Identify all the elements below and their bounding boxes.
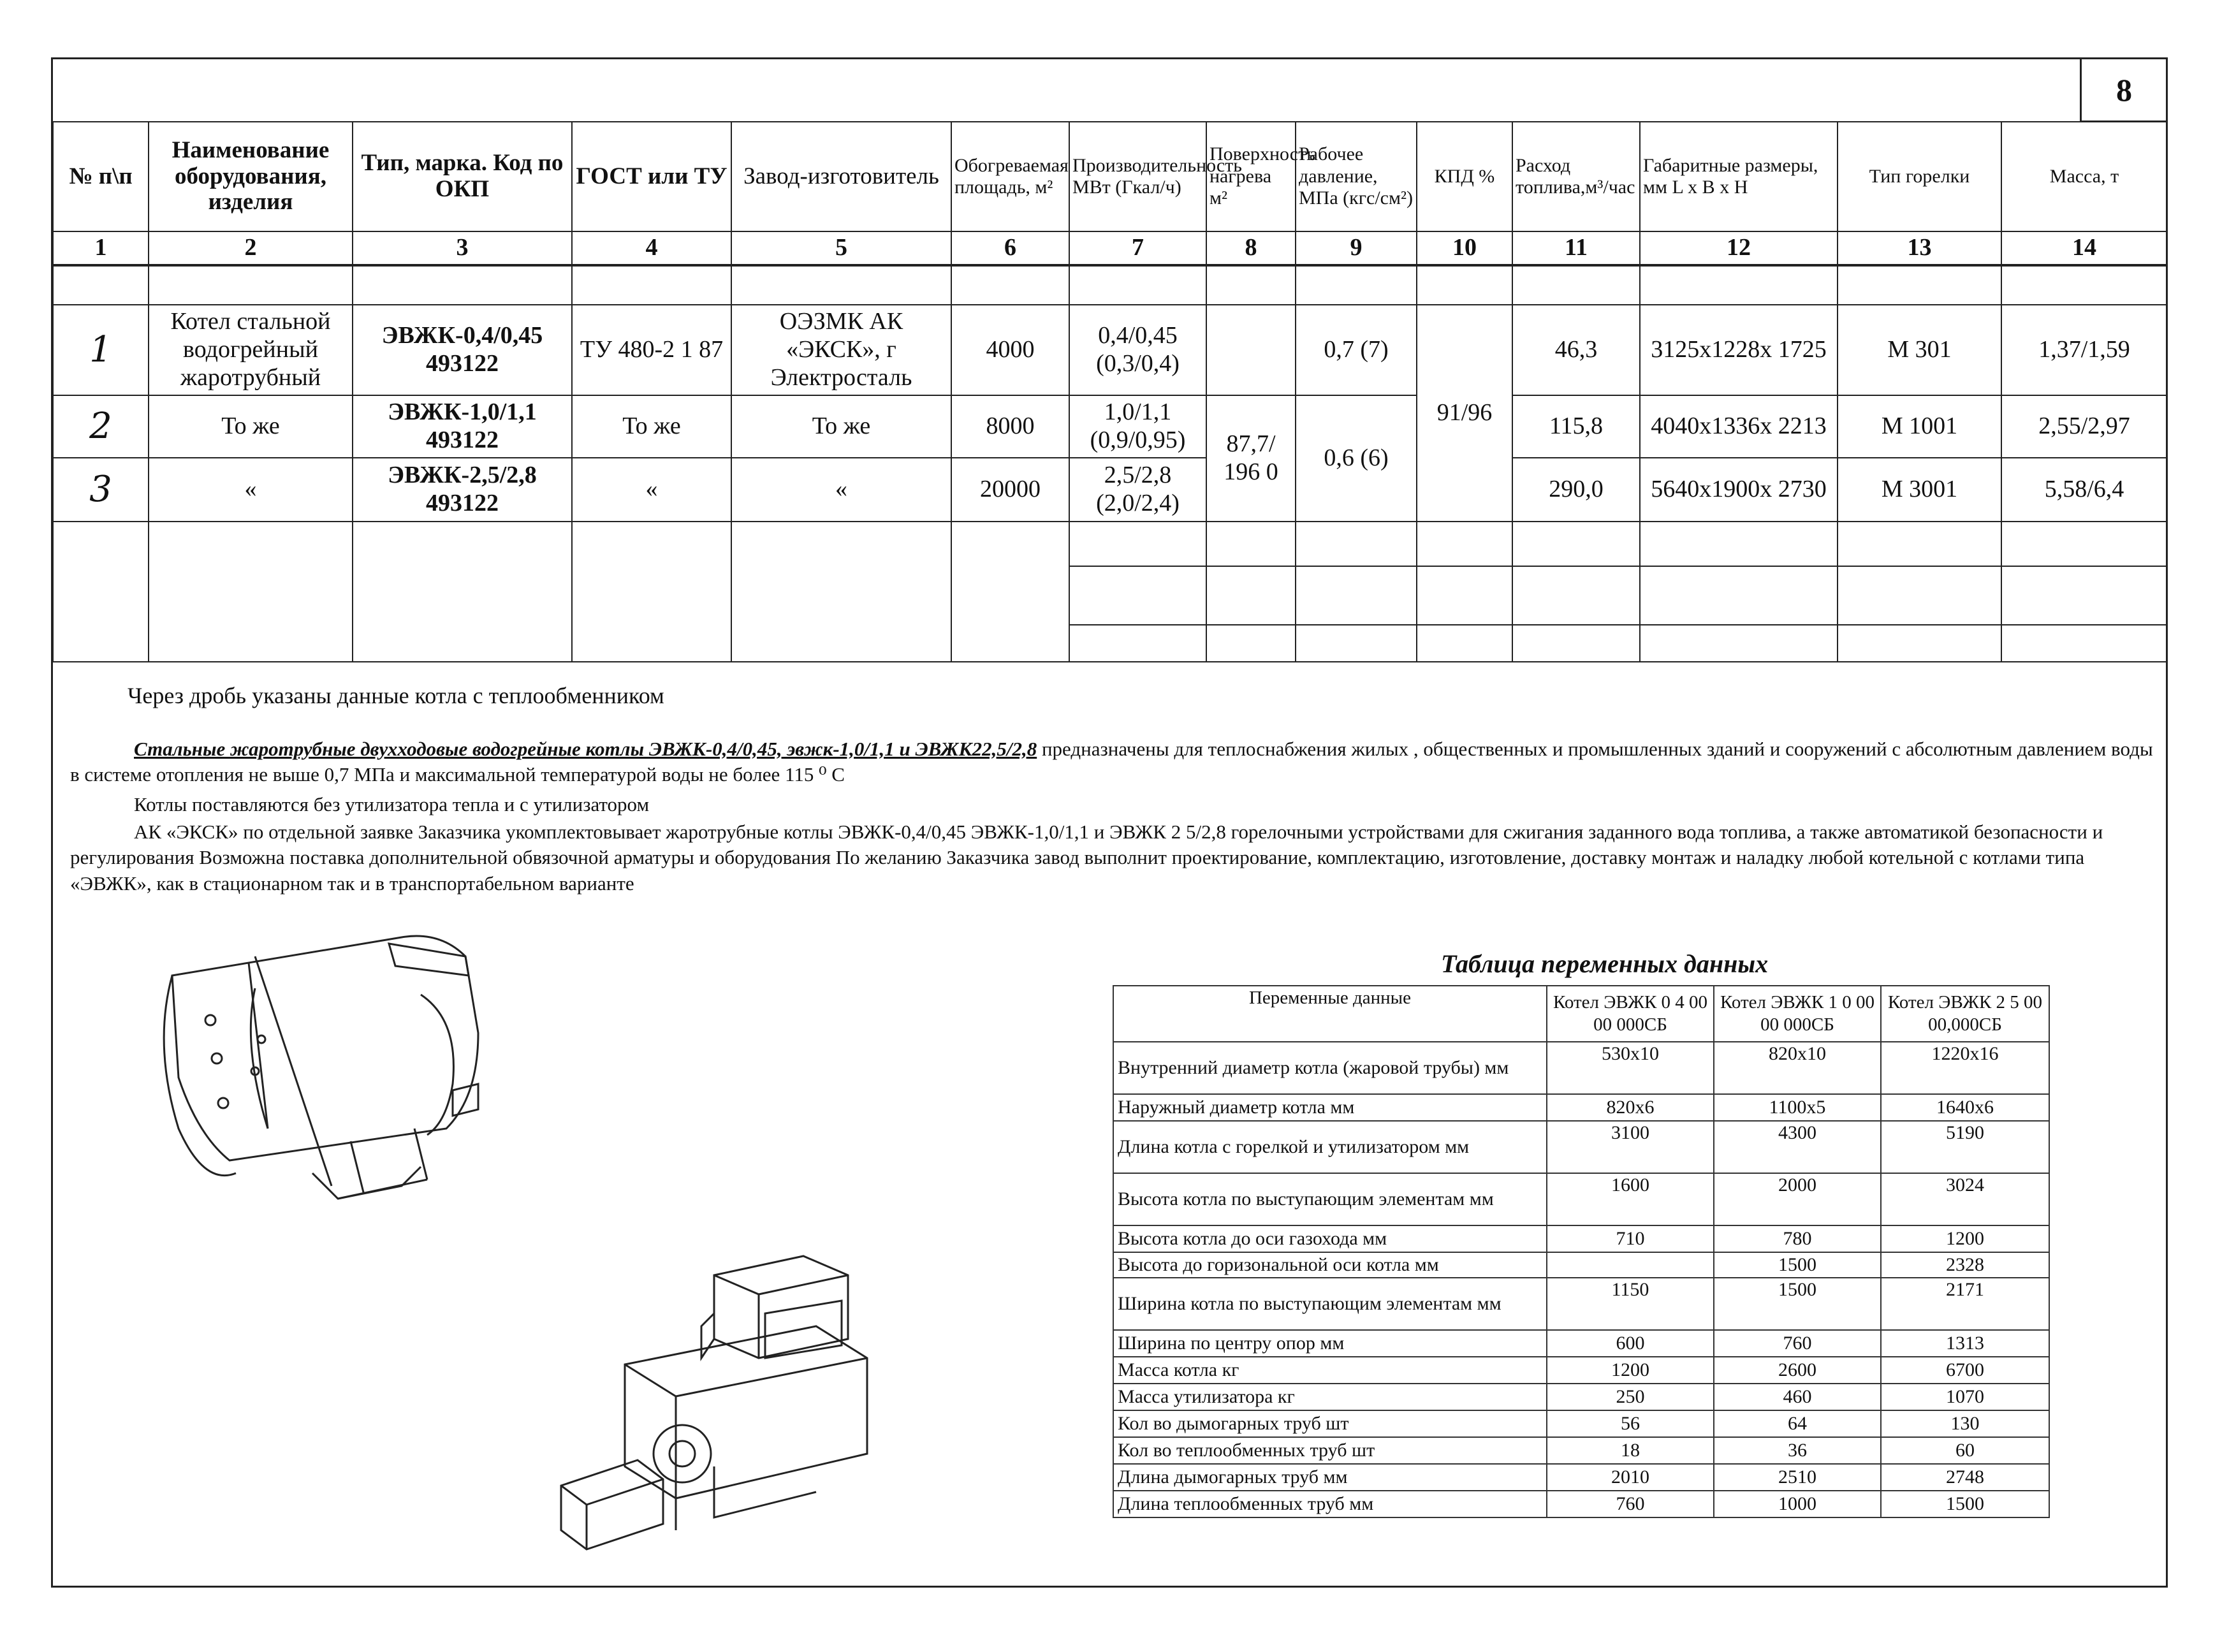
- table-row: [1113, 1330, 2049, 1357]
- variable-value: 1500: [1881, 1491, 2049, 1517]
- variable-value: 3024: [1881, 1173, 2049, 1225]
- row-plant: То же: [731, 395, 951, 458]
- description-paragraph: [70, 736, 2161, 788]
- variable-value: 1200: [1881, 1225, 2049, 1252]
- col-index: 6: [951, 231, 1069, 265]
- table-row: [1113, 1173, 2049, 1225]
- variable-value: [1547, 1252, 1714, 1278]
- variable-value: 1150: [1547, 1278, 1714, 1330]
- variable-header: Переменные данные: [1113, 986, 1547, 1042]
- variable-value: 2328: [1881, 1252, 2049, 1278]
- row-mass: 5,58/6,4: [2001, 458, 2167, 522]
- col-index: 13: [1838, 231, 2001, 265]
- equipment-table: [52, 121, 2168, 662]
- variable-label: Масса котла кг: [1113, 1357, 1547, 1384]
- table-row: [1113, 1410, 2049, 1437]
- variable-value: 1000: [1714, 1491, 1881, 1517]
- row-plant: ОЭЗМК АК «ЭКСК», г Электросталь: [731, 305, 951, 395]
- variable-label: Кол во теплообменных труб шт: [1113, 1437, 1547, 1464]
- kpd-merged: 91/96: [1417, 305, 1512, 522]
- table-row: [1113, 1437, 2049, 1464]
- col-index: 5: [731, 231, 951, 265]
- col-index: 14: [2001, 231, 2167, 265]
- variable-label: Длина дымогарных труб мм: [1113, 1464, 1547, 1491]
- description-title: Стальные жаротрубные двухходовые водогрейные котлы ЭВЖК-0,4/0,45, эвжк-1,0/1,1 и ЭВЖК22,5/2,8: [134, 738, 1037, 760]
- header-gost: ГОСТ или ТУ: [572, 122, 731, 231]
- variable-value: 1313: [1881, 1330, 2049, 1357]
- variable-value: 460: [1714, 1384, 1881, 1410]
- eksk-paragraph: АК «ЭКСК» по отдельной заявке Заказчика укомплектовывает жаротрубные котлы ЭВЖК-0,4/0,45 ЭВЖК-1,0/1,1 и ЭВЖК 2 5/2,8 горелочными устройствами для сжигания заданного вода топлива, а также автоматикой безопасности и регулирования Возможна поставка дополнительной обвязочной арматуры и оборудования По желанию Заказчика завод выполнит проектирование, комплектацию, изготовление, доставку монтаж и наладку любой котельной с котлами типа «ЭВЖК», как в стационарном так и в транспортабельном варианте: [70, 821, 2103, 895]
- variable-label: Длина теплообменных труб мм: [1113, 1491, 1547, 1517]
- row-fuel: 115,8: [1512, 395, 1640, 458]
- col-index: 10: [1417, 231, 1512, 265]
- variable-label: Высота до горизональной оси котла мм: [1113, 1252, 1547, 1278]
- row-power: 2,5/2,8 (2,0/2,4): [1069, 458, 1206, 522]
- row-type: ЭВЖК-0,4/0,45 493122: [353, 305, 572, 395]
- row-number: 3: [53, 458, 149, 522]
- fraction-note: Через дробь указаны данные котла с теплообменником: [128, 683, 664, 708]
- row-type: ЭВЖК-2,5/2,8 493122: [353, 458, 572, 522]
- row-fuel: 46,3: [1512, 305, 1640, 395]
- row-dims: 3125х1228х 1725: [1640, 305, 1838, 395]
- header-plant: Завод-изготовитель: [731, 122, 951, 231]
- header-kpd: КПД %: [1417, 122, 1512, 231]
- variable-label: Высота котла по выступающим элементам мм: [1113, 1173, 1547, 1225]
- variable-header: Котел ЭВЖК 0 4 00 00 000СБ: [1547, 986, 1714, 1042]
- variable-label: Наружный диаметр котла мм: [1113, 1094, 1547, 1121]
- variable-table-title: Таблица переменных данных: [1441, 949, 1769, 978]
- variable-value: 600: [1547, 1330, 1714, 1357]
- col-index: 9: [1296, 231, 1417, 265]
- row-area: 4000: [951, 305, 1069, 395]
- row-fuel: 290,0: [1512, 458, 1640, 522]
- row-area: 8000: [951, 395, 1069, 458]
- description-text: предназначены для теплоснабжения жилых , общественных и промышленных зданий и сооружений с абсолютным давлением воды в системе отопления не выше 0,7 МПа и максимальной температурой воды не более 115 ⁰ С: [70, 738, 2153, 786]
- supply-paragraph: Котлы поставляются без утилизатора тепла и с утилизатором: [134, 793, 650, 815]
- header-burner: Тип горелки: [1838, 122, 2001, 231]
- header-pressure: Рабочее давление, МПа (кгс/см²): [1296, 122, 1417, 231]
- variable-data-table: [1113, 985, 2050, 1518]
- variable-value: 1600: [1547, 1173, 1714, 1225]
- row-burner: М 3001: [1838, 458, 2001, 522]
- variable-value: 710: [1547, 1225, 1714, 1252]
- table-row: [1113, 1357, 2049, 1384]
- col-index: 11: [1512, 231, 1640, 265]
- row-number: 1: [53, 305, 149, 395]
- col-index: 4: [572, 231, 731, 265]
- variable-value: 56: [1547, 1410, 1714, 1437]
- page-number: 8: [2080, 59, 2167, 122]
- row-burner: М 301: [1838, 305, 2001, 395]
- col-index: 1: [53, 231, 149, 265]
- header-mass: Масса, т: [2001, 122, 2167, 231]
- table-row: [1113, 1094, 2049, 1121]
- variable-value: 760: [1714, 1330, 1881, 1357]
- row-surface: [1206, 305, 1296, 395]
- variable-label: Внутренний диаметр котла (жаровой трубы) мм: [1113, 1042, 1547, 1094]
- variable-value: 1220х16: [1881, 1042, 2049, 1094]
- variable-value: 1100х5: [1714, 1094, 1881, 1121]
- variable-label: Кол во дымогарных труб шт: [1113, 1410, 1547, 1437]
- variable-value: 6700: [1881, 1357, 2049, 1384]
- empty-row: [53, 522, 2167, 566]
- boiler-burner-drawing: [548, 1250, 893, 1549]
- variable-label: Ширина котла по выступающим элементам мм: [1113, 1278, 1547, 1330]
- variable-value: 4300: [1714, 1121, 1881, 1173]
- variable-value: 2748: [1881, 1464, 2049, 1491]
- col-index: 8: [1206, 231, 1296, 265]
- pressure-merged: 0,6 (6): [1296, 395, 1417, 522]
- variable-value: 250: [1547, 1384, 1714, 1410]
- row-name: Котел стальной водогрейный жаротрубный: [149, 305, 353, 395]
- row-plant: «: [731, 458, 951, 522]
- row-mass: 1,37/1,59: [2001, 305, 2167, 395]
- row-mass: 2,55/2,97: [2001, 395, 2167, 458]
- header-surface: Поверхность нагрева м²: [1206, 122, 1296, 231]
- variable-value: 1070: [1881, 1384, 2049, 1410]
- row-name: То же: [149, 395, 353, 458]
- table-row: [53, 305, 2167, 395]
- variable-value: 36: [1714, 1437, 1881, 1464]
- col-index: 3: [353, 231, 572, 265]
- col-index: 7: [1069, 231, 1206, 265]
- variable-value: 1500: [1714, 1252, 1881, 1278]
- variable-label: Ширина по центру опор мм: [1113, 1330, 1547, 1357]
- column-number-row: [53, 231, 2167, 265]
- table-row: [53, 458, 2167, 522]
- row-burner: М 1001: [1838, 395, 2001, 458]
- variable-label: Масса утилизатора кг: [1113, 1384, 1547, 1410]
- table-row: [1113, 1121, 2049, 1173]
- table-row: [1113, 1491, 2049, 1517]
- variable-value: 780: [1714, 1225, 1881, 1252]
- variable-value: 5190: [1881, 1121, 2049, 1173]
- table-row: [53, 395, 2167, 458]
- variable-value: 3100: [1547, 1121, 1714, 1173]
- variable-header: Котел ЭВЖК 1 0 00 00 000СБ: [1714, 986, 1881, 1042]
- variable-header: Котел ЭВЖК 2 5 00 00,000СБ: [1881, 986, 2049, 1042]
- variable-label: Высота котла до оси газохода мм: [1113, 1225, 1547, 1252]
- header-type: Тип, марка. Код по ОКП: [353, 122, 572, 231]
- header-row: [53, 122, 2167, 231]
- row-number: 2: [53, 395, 149, 458]
- variable-value: 2171: [1881, 1278, 2049, 1330]
- row-power: 1,0/1,1 (0,9/0,95): [1069, 395, 1206, 458]
- variable-value: 18: [1547, 1437, 1714, 1464]
- variable-value: 2000: [1714, 1173, 1881, 1225]
- table-row: [1113, 1464, 2049, 1491]
- row-type: ЭВЖК-1,0/1,1 493122: [353, 395, 572, 458]
- row-dims: 4040х1336х 2213: [1640, 395, 1838, 458]
- col-index: 12: [1640, 231, 1838, 265]
- header-dims: Габаритные размеры, мм L х B х H: [1640, 122, 1838, 231]
- variable-value: 130: [1881, 1410, 2049, 1437]
- variable-header-row: [1113, 986, 2049, 1042]
- header-name: Наименование оборудования, изделия: [149, 122, 353, 231]
- row-power: 0,4/0,45 (0,3/0,4): [1069, 305, 1206, 395]
- variable-value: 1640х6: [1881, 1094, 2049, 1121]
- row-pressure: 0,7 (7): [1296, 305, 1417, 395]
- variable-value: 2600: [1714, 1357, 1881, 1384]
- variable-value: 760: [1547, 1491, 1714, 1517]
- row-gost: «: [572, 458, 731, 522]
- table-row: [1113, 1252, 2049, 1278]
- row-area: 20000: [951, 458, 1069, 522]
- spacer-row: [53, 265, 2167, 305]
- variable-value: 820х6: [1547, 1094, 1714, 1121]
- variable-value: 60: [1881, 1437, 2049, 1464]
- variable-value: 64: [1714, 1410, 1881, 1437]
- row-surface: 87,7/ 196 0: [1206, 395, 1296, 522]
- row-gost: ТУ 480-2 1 87: [572, 305, 731, 395]
- variable-value: 2010: [1547, 1464, 1714, 1491]
- boiler-drawing: [147, 918, 580, 1237]
- table-row: [1113, 1042, 2049, 1094]
- variable-value: 1500: [1714, 1278, 1881, 1330]
- row-name: «: [149, 458, 353, 522]
- header-area: Обогреваемая площадь, м²: [951, 122, 1069, 231]
- header-num: № п\п: [53, 122, 149, 231]
- variable-label: Длина котла с горелкой и утилизатором мм: [1113, 1121, 1547, 1173]
- variable-value: 820х10: [1714, 1042, 1881, 1094]
- variable-value: 530х10: [1547, 1042, 1714, 1094]
- col-index: 2: [149, 231, 353, 265]
- table-row: [1113, 1225, 2049, 1252]
- variable-value: 1200: [1547, 1357, 1714, 1384]
- header-fuel: Расход топлива,м³/час: [1512, 122, 1640, 231]
- row-gost: То же: [572, 395, 731, 458]
- variable-value: 2510: [1714, 1464, 1881, 1491]
- row-dims: 5640х1900х 2730: [1640, 458, 1838, 522]
- table-row: [1113, 1384, 2049, 1410]
- header-power: Производительность МВт (Гкал/ч): [1069, 122, 1206, 231]
- table-row: [1113, 1278, 2049, 1330]
